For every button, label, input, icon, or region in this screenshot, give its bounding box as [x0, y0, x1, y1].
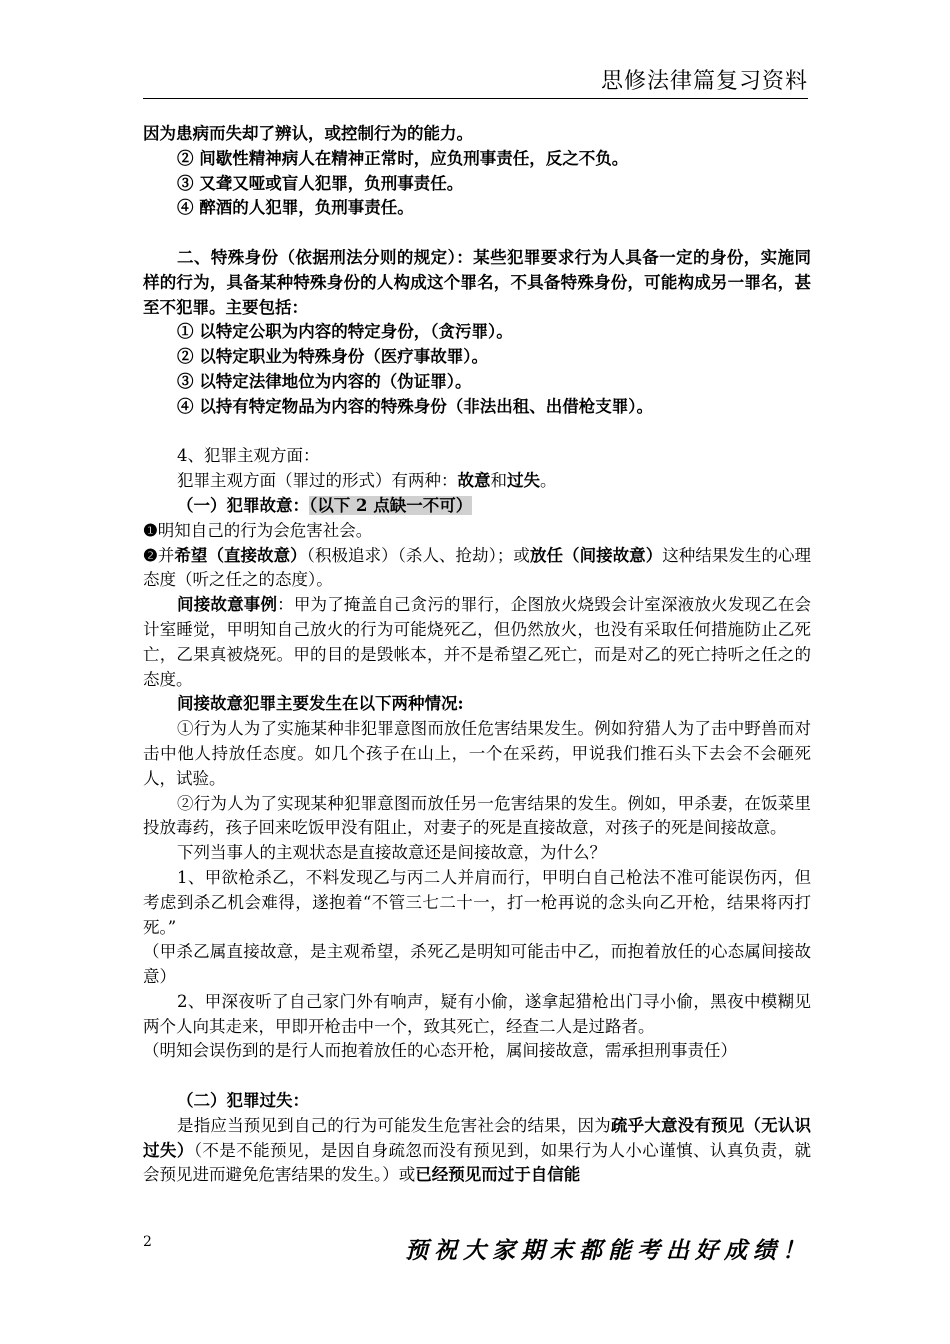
list-item: ④ 醉酒的人犯罪，负刑事责任。: [177, 198, 414, 218]
subsection-heading: （二）犯罪过失：: [177, 1091, 309, 1111]
text-line: 间接故意犯罪主要发生在以下两种情况:: [177, 694, 464, 714]
list-item: ① 以特定公职为内容的特定身份，（贪污罪）。: [177, 322, 513, 342]
paragraph: 1、甲欲枪杀乙，不料发现乙与丙二人并肩而行，甲明白自己枪法不准可能误伤丙，但考虑到杀乙机会难得，遂抱着“不管三七二十一，打一枪再说的念头向乙开枪，结果将丙打死。”: [143, 867, 811, 937]
paragraph: ①行为人为了实施某种非犯罪意图而放任危害结果发生。例如狩猎人为了击中野兽而对击中他人持放任态度。如几个孩子在山上，一个在采药，甲说我们推石头下去会不会砸死人，试验。: [143, 719, 811, 788]
question: 下列当事人的主观状态是直接故意还是间接故意，为什么？: [177, 843, 606, 863]
example-paragraph: 间接故意事例：甲为了掩盖自己贪污的罪行，企图放火烧毁会计室深液放火发现乙在会计室睡觉，甲明知自己放火的行为可能烧死乙，但仍然放火，也没有采取任何措施防止乙死亡，乙果真被烧死。甲的目的是毁帐本，并不是希望乙死亡，而是对乙的死亡持听之任之的态度。: [143, 595, 812, 689]
section-paragraph: 二、特殊身份（依据刑法分则的规定）：某些犯罪要求行为人具备一定的身份，实施同样的行为，具备某种特殊身份的人构成这个罪名，不具备特殊身份，可能构成另一罪名，甚至不犯罪。主要包括：: [143, 247, 811, 317]
document-body: [143, 122, 811, 1188]
text-line: ❷并希望（直接故意）（积极追求）（杀人、抢劫）；或放任（间接故意）这种结果发生的心理态度（听之任之的态度）。: [143, 545, 812, 590]
subsection-heading: （一）犯罪故意：（以下 2 点缺一不可）: [177, 495, 473, 515]
section-heading: 4、犯罪主观方面：: [177, 446, 320, 466]
list-item: ④ 以持有特定物品为内容的特殊身份（非法出租、出借枪支罪）。: [177, 396, 653, 416]
highlight-note: （以下 2 点缺一不可）: [309, 495, 473, 515]
paragraph: ②行为人为了实现某种犯罪意图而放任另一危害结果的发生。例如，甲杀妻，在饭菜里投放毒药，孩子回来吃饭甲没有阻止，对妻子的死是直接故意，对孩子的死是间接故意。: [143, 793, 811, 838]
footer-slogan: 预祝大家期末都能考出好成绩！: [405, 1238, 811, 1264]
page-number: 2: [143, 1234, 152, 1250]
list-item: ③ 以特定法律地位为内容的（伪证罪）。: [177, 371, 472, 391]
list-item: ② 间歇性精神病人在精神正常时，应负刑事责任，反之不负。: [177, 148, 629, 168]
answer: （明知会误伤到的是行人而抱着放任的心态开枪，属间接故意，需承担刑事责任）: [143, 1041, 737, 1061]
list-item: ③ 又聋又哑或盲人犯罪，负刑事责任。: [177, 173, 464, 193]
bullet-1-icon: ❶: [143, 520, 158, 540]
paragraph: 是指应当预见到自己的行为可能发生危害社会的结果，因为疏乎大意没有预见（无认识过失）（不是不能预见，是因自身疏忽而没有预见到，如果行为人小心谨慎、认真负责，就会预见进而避免危害结果的发生。）或已经预见而过于自信能: [143, 1115, 812, 1185]
text-line: 犯罪主观方面（罪过的形式）有两种：故意和过失。: [177, 471, 557, 491]
paragraph: 2、甲深夜听了自己家门外有响声，疑有小偷，遂拿起猎枪出门寻小偷，黑夜中模糊见两个人向其走来，甲即开枪击中一个，致其死亡，经查二人是过路者。: [143, 991, 811, 1036]
answer: （甲杀乙属直接故意，是主观希望，杀死乙是明知可能击中乙，而抱着放任的心态属间接故意）: [143, 942, 811, 987]
text-line: 因为患病而失却了辨认，或控制行为的能力。: [143, 124, 473, 143]
page-header: [143, 62, 808, 99]
list-item: ② 以特定职业为特殊身份（医疗事故罪）。: [177, 347, 488, 367]
header-title: 思修法律篇复习资料: [600, 69, 808, 94]
text-line: ❶明知自己的行为会危害社会。: [143, 520, 373, 540]
bullet-2-icon: ❷: [143, 545, 158, 565]
